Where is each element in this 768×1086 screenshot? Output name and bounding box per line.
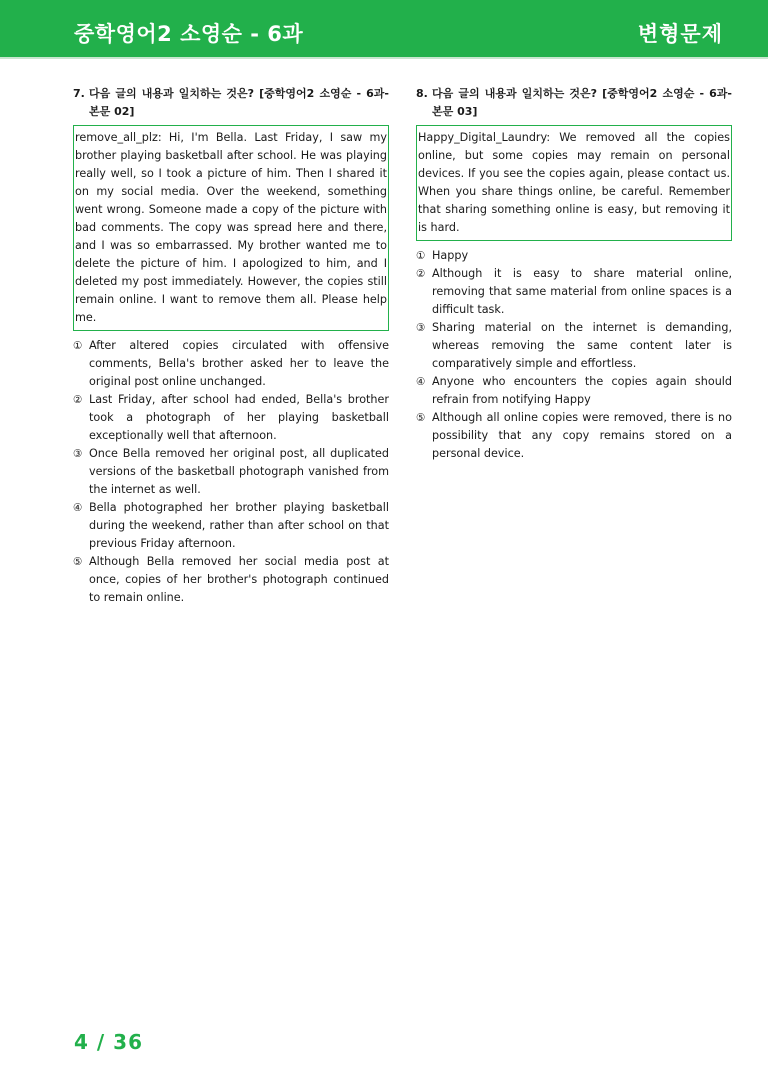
- choice-number: ②: [73, 394, 83, 406]
- choice-text: Although it is easy to share material online, removing that same material from online spaces is a difficult task.: [432, 267, 732, 316]
- choice-list: [416, 247, 732, 463]
- choice-number: ③: [416, 322, 426, 334]
- page-number: [74, 1030, 143, 1054]
- question-7: [73, 85, 389, 607]
- question-header: [416, 85, 732, 121]
- question-prompt: 다음 글의 내용과 일치하는 것은? [중학영어2 소영순 - 6과-본문 03]: [432, 87, 732, 118]
- choice-text: Once Bella removed her original post, all duplicated versions of the basketball photograph vanished from the internet as well.: [89, 447, 389, 496]
- choice-number: ⑤: [73, 556, 83, 568]
- choice-list: [73, 337, 389, 607]
- passage-box: [73, 125, 389, 331]
- page-total: 36: [113, 1030, 144, 1054]
- question-number: 7.: [73, 87, 85, 100]
- choice-text: Happy: [432, 249, 469, 262]
- question-prompt: 다음 글의 내용과 일치하는 것은? [중학영어2 소영순 - 6과-본문 02]: [89, 87, 389, 118]
- choice-number: ①: [73, 340, 83, 352]
- choice-text: Sharing material on the internet is demanding, whereas removing the same content later is comparatively simple and effortless.: [432, 321, 732, 370]
- choice-item[interactable]: [73, 337, 389, 391]
- choice-item[interactable]: [416, 265, 732, 319]
- page-header: [0, 0, 768, 59]
- choice-number: ④: [73, 502, 83, 514]
- choice-text: Bella photographed her brother playing basketball during the weekend, rather than after school on that previous Friday afternoon.: [89, 501, 389, 550]
- page-separator: /: [96, 1030, 106, 1054]
- choice-item[interactable]: [73, 499, 389, 553]
- passage-text: Happy_Digital_Laundry: We removed all the copies online, but some copies may remain on personal devices. If you see the copies again, please contact us. When you share things online, be careful. Remember that sharing something online is easy, but removing it is hard.: [418, 131, 730, 234]
- page-current: 4: [74, 1030, 89, 1054]
- question-header: [73, 85, 389, 121]
- choice-item[interactable]: [73, 391, 389, 445]
- passage-box: [416, 125, 732, 241]
- choice-item[interactable]: [416, 409, 732, 463]
- choice-text: Anyone who encounters the copies again should refrain from notifying Happy: [432, 375, 732, 406]
- choice-text: Although Bella removed her social media post at once, copies of her brother's photograph continued to remain online.: [89, 555, 389, 604]
- choice-item[interactable]: [416, 247, 732, 265]
- choice-number: ③: [73, 448, 83, 460]
- header-badge: 변형문제: [637, 22, 723, 46]
- header-title: 중학영어2 소영순 - 6과: [74, 22, 304, 46]
- choice-text: After altered copies circulated with offensive comments, Bella's brother asked her to leave the original post online unchanged.: [89, 339, 389, 388]
- choice-item[interactable]: [73, 445, 389, 499]
- choice-number: ④: [416, 376, 426, 388]
- passage-text: remove_all_plz: Hi, I'm Bella. Last Friday, I saw my brother playing basketball after school. He was playing really well, so I took a picture of him. Then I shared it on my social media. Over the weekend, something went wrong. Someone made a copy of the picture with bad comments. The copy was spread here and there, and I was so embarrassed. My brother wanted me to delete the picture of him. I apologized to him, and I deleted my post immediately. However, the copies still remain online. I want to remove them all. Please help me.: [75, 131, 387, 324]
- choice-item[interactable]: [73, 553, 389, 607]
- question-8: [416, 85, 732, 463]
- choice-item[interactable]: [416, 319, 732, 373]
- choice-number: ②: [416, 268, 426, 280]
- choice-number: ⑤: [416, 412, 426, 424]
- choice-number: ①: [416, 250, 426, 262]
- choice-item[interactable]: [416, 373, 732, 409]
- choice-text: Last Friday, after school had ended, Bella's brother took a photograph of her playing basketball exceptionally well that afternoon.: [89, 393, 389, 442]
- question-number: 8.: [416, 87, 428, 100]
- choice-text: Although all online copies were removed, there is no possibility that any copy remains stored on a personal device.: [432, 411, 732, 460]
